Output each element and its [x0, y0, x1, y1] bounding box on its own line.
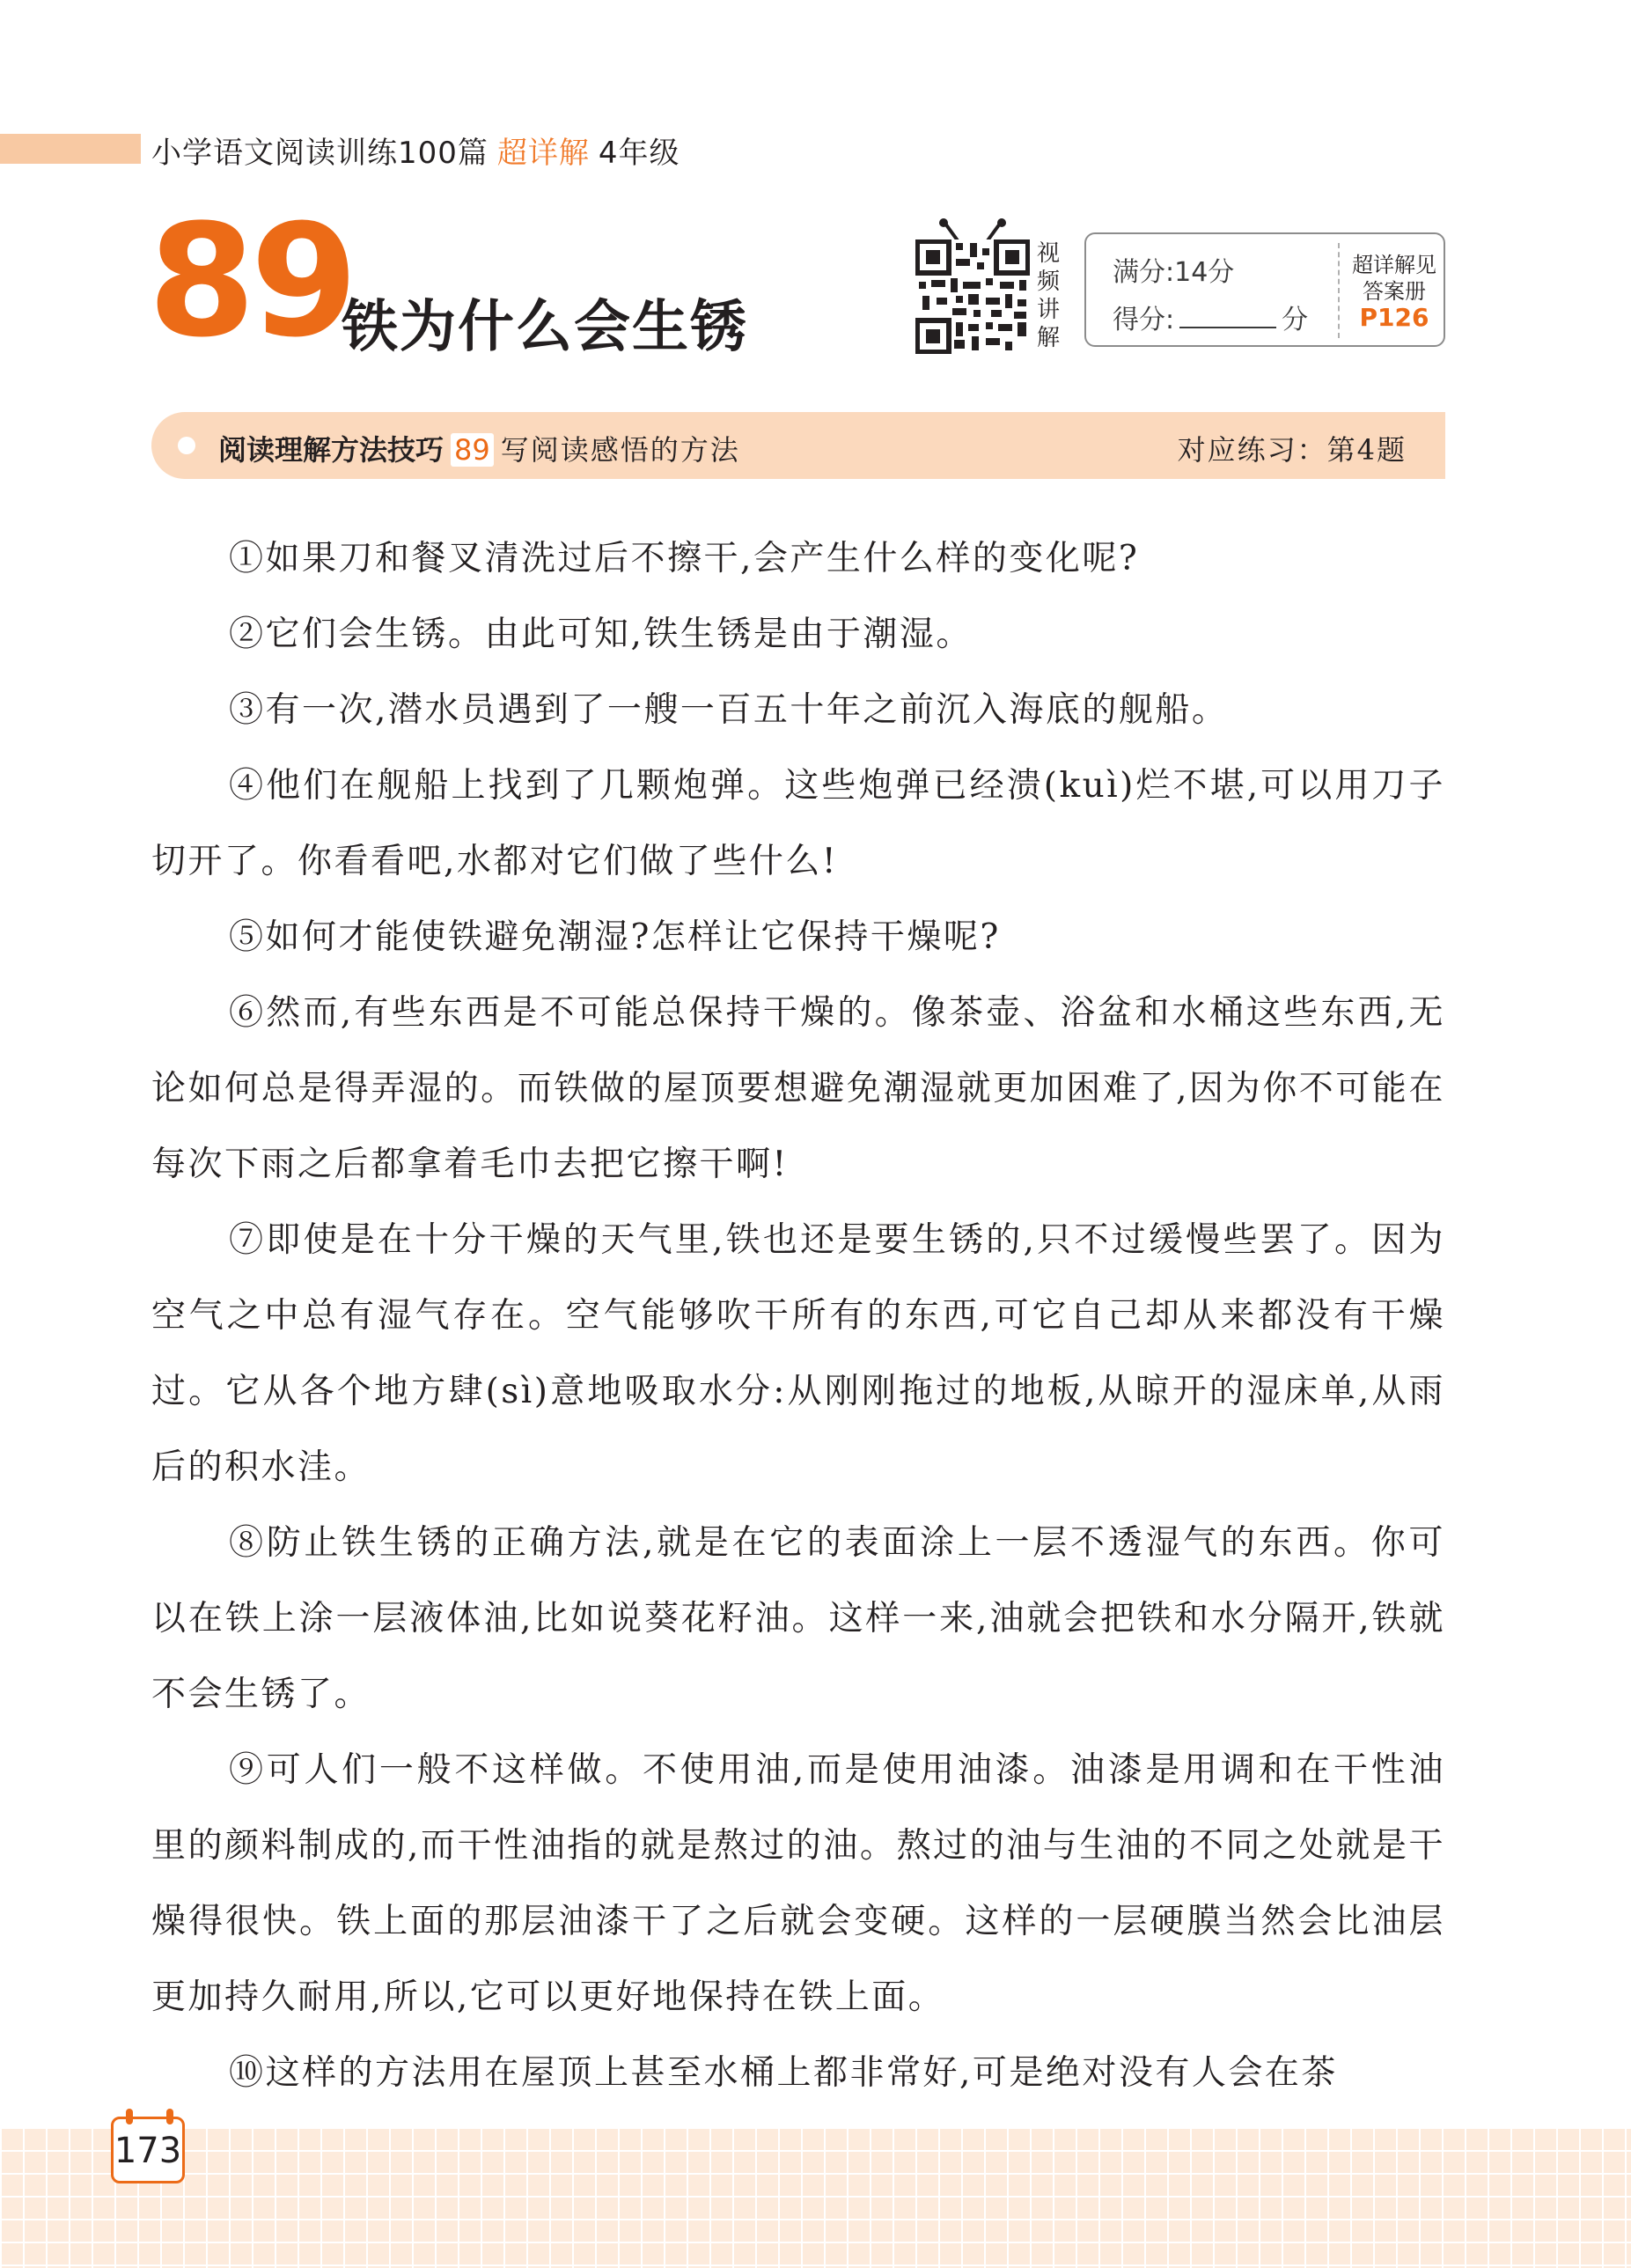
book-highlight: 超详解: [496, 136, 590, 171]
book-grade: 4年级: [598, 136, 680, 171]
paragraph: ⑧防止铁生锈的正确方法,就是在它的表面涂上一层不透湿气的东西。你可以在铁上涂一层液体油,比如说葵花籽油。这样一来,油就会把铁和水分隔开,铁就不会生锈了。: [151, 1523, 1445, 1714]
method-heading: [218, 428, 740, 468]
footer-grid: [0, 2127, 1631, 2268]
paragraph: ⑤如何才能使铁避免潮湿?怎样让它保持干燥呢?: [229, 917, 1001, 957]
book-header: [151, 129, 680, 172]
answer-line-1: 超详解见: [1352, 253, 1436, 277]
bullet-dot-icon: [178, 437, 195, 454]
qr-label-char: 视: [1036, 240, 1060, 267]
score-label: 得分:: [1113, 305, 1175, 335]
answer-reference: [1343, 252, 1445, 331]
header-color-band: [0, 134, 141, 164]
paragraph: ⑩这样的方法用在屋顶上甚至水桶上都非常好,可是绝对没有人会在茶: [229, 2053, 1338, 2093]
score-blank[interactable]: [1179, 306, 1276, 328]
lesson-title: 铁为什么会生锈: [342, 295, 748, 360]
page-number-text: 173: [114, 2131, 182, 2171]
paragraph: ⑦即使是在十分干燥的天气里,铁也还是要生锈的,只不过缓慢些罢了。因为空气之中总有湿气存在。空气能够吹干所有的东西,可它自己却从来都没有干燥过。它从各个地方肆(sì)意地吸取水分:从刚刚拖过的地板,从晾开的湿床单,从雨后的积水洼。: [151, 1220, 1445, 1487]
method-title: 阅读理解方法技巧: [218, 433, 444, 467]
page-number: [111, 2117, 185, 2183]
score-unit: 分: [1282, 305, 1309, 335]
calendar-ring-icon: [126, 2109, 133, 2124]
score-box: [1084, 232, 1445, 347]
method-number: 89: [451, 433, 494, 467]
paragraph: ⑨可人们一般不这样做。不使用油,而是使用油漆。油漆是用调和在干性油里的颜料制成的,而干性油指的就是熬过的油。熬过的油与生油的不同之处就是干燥得很快。铁上面的那层油漆干了之后就会变硬。这样的一层硬膜当然会比油层更加持久耐用,所以,它可以更好地保持在铁上面。: [151, 1750, 1445, 2017]
qr-label-char: 解: [1036, 325, 1060, 351]
qr-label: [1035, 239, 1062, 352]
score-divider: [1338, 243, 1340, 338]
paragraph: ③有一次,潜水员遇到了一艘一百五十年之前沉入海底的舰船。: [229, 690, 1229, 730]
calendar-ring-icon: [166, 2109, 173, 2124]
passage: [151, 521, 1445, 2111]
paragraph: ⑥然而,有些东西是不可能总保持干燥的。像茶壶、浴盆和水桶这些东西,无论如何总是得弄湿的。而铁做的屋顶要想避免潮湿就更加困难了,因为你不可能在每次下雨之后都拿着毛巾去把它擦干啊!: [151, 993, 1445, 1184]
answer-page: P126: [1359, 303, 1429, 332]
qr-label-char: 频: [1036, 269, 1060, 295]
qr-code-icon[interactable]: [915, 239, 1030, 354]
full-score: 满分:14分: [1113, 257, 1235, 288]
book-name: 小学语文阅读训练100篇: [151, 136, 489, 171]
method-banner: [151, 412, 1445, 479]
score-field[interactable]: [1113, 298, 1308, 336]
paragraph: ④他们在舰船上找到了几颗炮弹。这些炮弹已经溃(kuì)烂不堪,可以用刀子切开了。你看看吧,水都对它们做了些什么!: [151, 766, 1445, 881]
answer-line-2: 答案册: [1363, 279, 1426, 304]
paragraph: ②它们会生锈。由此可知,铁生锈是由于潮湿。: [229, 615, 973, 654]
method-name: 写阅读感悟的方法: [500, 433, 740, 467]
paragraph: ①如果刀和餐叉清洗过后不擦干,会产生什么样的变化呢?: [229, 539, 1140, 578]
qr-label-char: 讲: [1036, 297, 1060, 323]
lesson-number: 89: [148, 191, 353, 372]
practice-reference: 对应练习：第4题: [1177, 433, 1407, 467]
